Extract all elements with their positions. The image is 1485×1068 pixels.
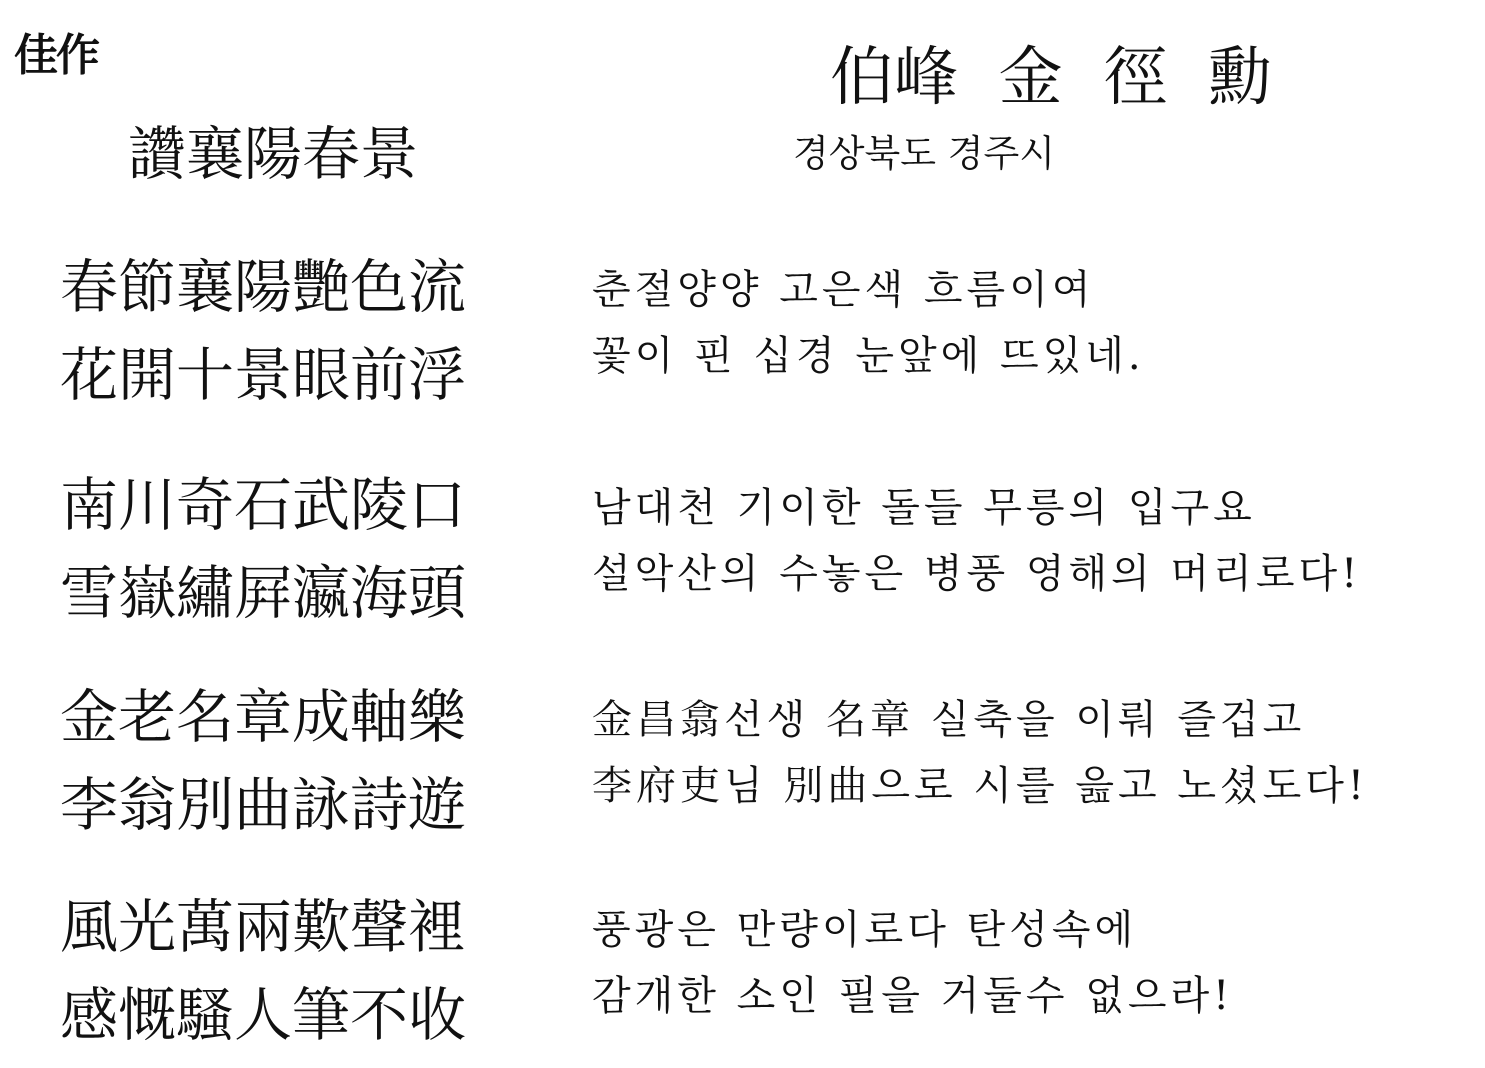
- hangul-line: 풍광은 만량이로다 탄성속에: [592, 907, 1138, 953]
- hanja-line: 風光萬兩歎聲裡: [60, 893, 467, 961]
- hangul-line: 李府吏님 別曲으로 시를 읊고 노셨도다!: [592, 763, 1368, 809]
- hanja-line: 感慨騷人筆不收: [60, 981, 467, 1049]
- hangul-line: 감개한 소인 필을 거둘수 없으라!: [592, 973, 1234, 1019]
- hanja-line: 雪嶽繡屛瀛海頭: [60, 559, 467, 627]
- hangul-line: 꽃이 핀 십경 눈앞에 뜨있네.: [592, 333, 1145, 379]
- hanja-line: 李翁別曲詠詩遊: [60, 771, 467, 839]
- author-location: 경상북도 경주시: [793, 132, 1055, 175]
- stanza-2: [0, 466, 1485, 646]
- hangul-line: 남대천 기이한 돌들 무릉의 입구요: [592, 485, 1256, 531]
- stanza-3: [0, 678, 1485, 858]
- poem-title: 讚襄陽春景: [128, 120, 419, 188]
- hanja-line: 南川奇石武陵口: [60, 471, 467, 539]
- hangul-line: 춘절양양 고은색 흐름이여: [592, 267, 1095, 313]
- award-badge: 佳作: [14, 30, 98, 81]
- stanza-4: [0, 888, 1485, 1068]
- hanja-line: 花開十景眼前浮: [60, 341, 467, 409]
- hangul-line: 설악산의 수놓은 병풍 영해의 머리로다!: [592, 551, 1362, 597]
- stanza-1: [0, 248, 1485, 428]
- hanja-line: 金老名章成軸樂: [60, 683, 467, 751]
- hanja-line: 春節襄陽艷色流: [60, 253, 467, 321]
- hangul-line: 金昌翕선생 名章 실축을 이뤄 즐겁고: [592, 697, 1306, 743]
- author-name: 伯峰 金 徑 勳: [830, 41, 1273, 115]
